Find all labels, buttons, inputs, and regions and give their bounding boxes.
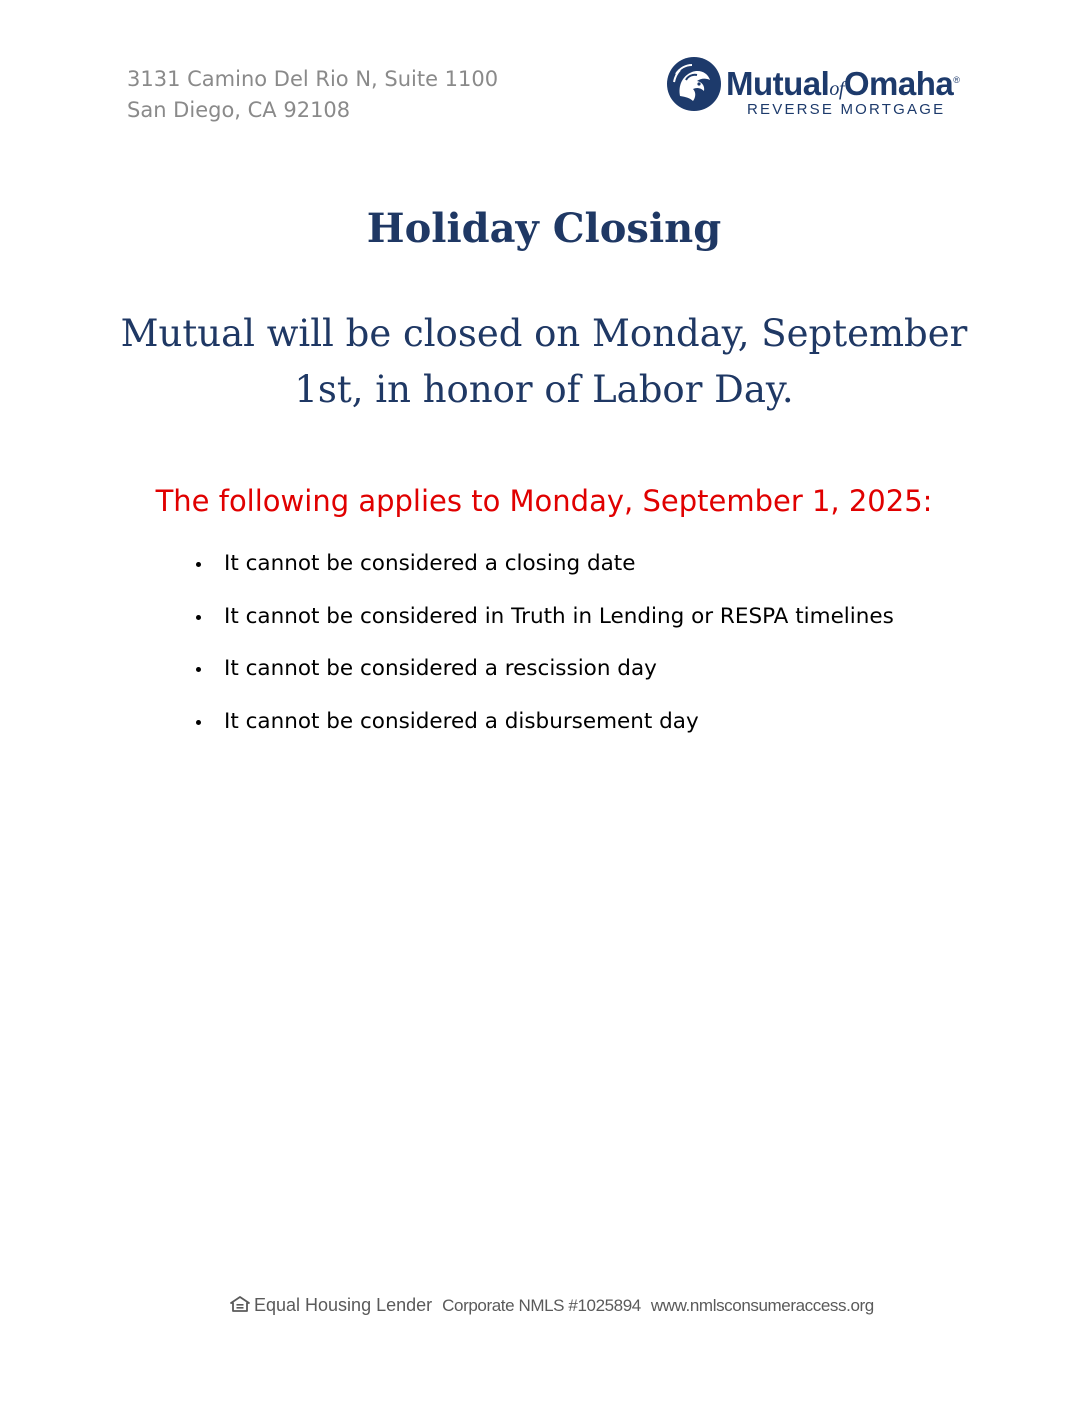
list-item: [190, 650, 894, 703]
logo-registered-mark: ®: [953, 75, 960, 85]
list-item: [190, 545, 894, 598]
logo-wordmark-end: Omaha: [843, 65, 954, 102]
bullet-icon: [196, 667, 201, 672]
company-address: [127, 64, 498, 126]
lion-head-icon: [666, 56, 722, 112]
list-item-text: It cannot be considered a disbursement day: [224, 708, 699, 734]
bullet-icon: [196, 562, 201, 567]
list-item: [190, 598, 894, 651]
address-line-1: 3131 Camino Del Rio N, Suite 1100: [127, 67, 499, 91]
mutual-of-omaha-logo: [666, 56, 966, 122]
logo-wordmark-main: Mutual: [726, 65, 830, 102]
rules-list: [190, 545, 894, 755]
closure-announcement: Mutual will be closed on Monday, September 1st, in honor of Labor Day.: [120, 312, 968, 411]
bullet-icon: [196, 720, 201, 725]
equal-housing-icon: [230, 1296, 250, 1312]
list-item-text: It cannot be considered a rescission day: [224, 656, 657, 681]
list-item-text: It cannot be considered a closing date: [224, 551, 636, 576]
footer-disclosure: [230, 1292, 874, 1319]
notice-title: Holiday Closing: [366, 205, 722, 252]
logo-subtitle: REVERSE MORTGAGE: [747, 101, 946, 118]
logo-wordmark-of: of: [829, 78, 844, 100]
list-item-text: It cannot be considered in Truth in Lending or RESPA timelines: [224, 603, 894, 629]
equal-housing-text: Equal Housing Lender: [254, 1295, 433, 1315]
address-line-2: San Diego, CA 92108: [127, 98, 351, 122]
applies-heading: The following applies to Monday, September 1, 2025:: [155, 484, 933, 518]
bullet-icon: [196, 615, 201, 620]
nmls-website-link[interactable]: www.nmlsconsumeraccess.org: [650, 1296, 874, 1315]
nmls-number: Corporate NMLS #1025894: [442, 1296, 641, 1315]
list-item: [190, 703, 894, 756]
